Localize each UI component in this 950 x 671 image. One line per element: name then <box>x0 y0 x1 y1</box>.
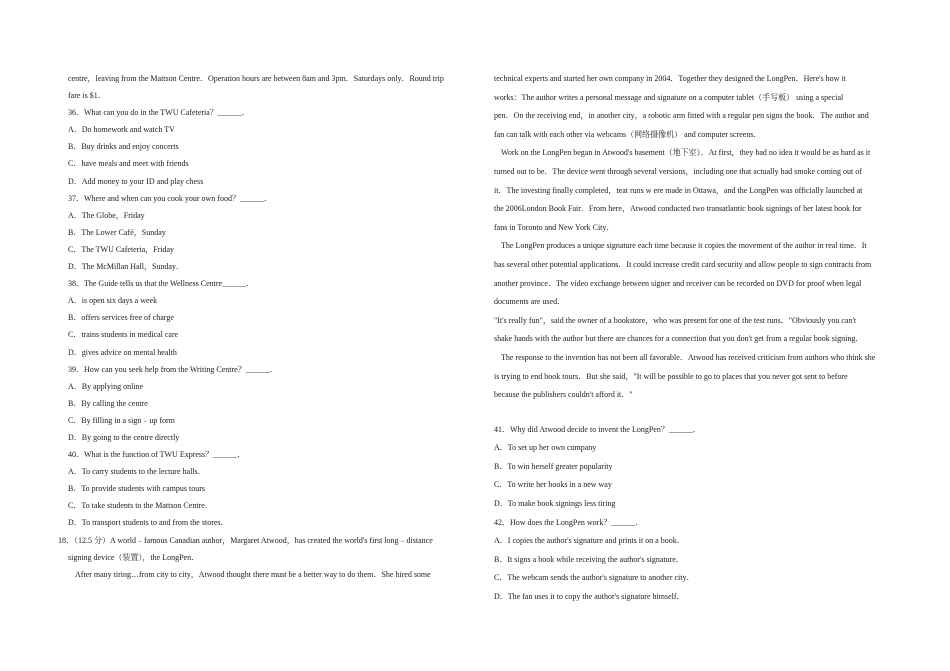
passage-line: fans in Toronto and New York City． <box>494 222 615 232</box>
option-39-b: B．By calling the centre <box>68 398 148 408</box>
option-39-d: D．By going to the centre directly <box>68 432 180 442</box>
passage-line: signing device（装置），the LongPen． <box>68 552 200 562</box>
passage-line: has several other potential applications．It could increase credit card security and allow people to sign contracts from <box>494 259 872 269</box>
passage-line: fan can talk with each other via webcams（网络摄像机） and computer screens． <box>494 129 762 139</box>
passage-line: centre，leaving from the Mattson Centre．Operation hours are between 8am and 3pm．Saturdays only．Round trip <box>68 74 444 83</box>
option-36-a: A．Do homework and watch TV <box>68 125 175 135</box>
passage-line: pen．On the receiving end，in another city，a robotic arm fitted with a regular pen signs the book．The author and <box>494 111 869 121</box>
option-36-c: C．have meals and meet with friends <box>68 159 189 169</box>
option-40-d: D．To transport students to and from the stores． <box>68 518 229 528</box>
question-38: 38．The Guide tells us that the Wellness Centre______． <box>68 279 255 289</box>
option-37-d: D．The McMillan Hall，Sunday． <box>68 262 184 272</box>
option-39-c: C．By filling in a sign﹣up form <box>68 415 175 425</box>
question-39: 39．How can you seek help from the Writing Centre？______． <box>68 364 278 374</box>
passage-line: The response to the invention has not been all favorable．Atwood has received criticism from authors who think she <box>501 352 876 362</box>
passage-line: is trying to end book tours．But she said，"It will be possible to go to places that you never got sent to before <box>494 371 848 381</box>
passage-line: another province．The video exchange between signer and receiver can be recorded on DVD for proof when legal <box>494 278 862 288</box>
passage-line: Work on the LongPen began in Atwood's basement（地下室）．At first，they had no idea it would be as hard as it <box>501 148 871 158</box>
question-41: 41．Why did Atwood decide to invent the LongPen？______． <box>494 424 701 434</box>
option-37-c: C．The TWU Cafeteria，Friday <box>68 244 175 254</box>
option-38-d: D．gives advice on mental health <box>68 347 177 357</box>
option-42-d: D．The fan uses it to copy the author's signature himself． <box>494 592 685 602</box>
option-42-c: C．The webcam sends the author's signature to another city． <box>494 573 695 583</box>
passage-line: works：The author writes a personal message and signature on a computer tablet（手写板） using a special <box>494 92 844 102</box>
option-40-c: C．To take students to the Mattson Centre． <box>68 501 213 511</box>
passage-line: technical experts and started her own company in 2004．Together they designed the LongPen．Here's how it <box>494 74 846 83</box>
option-42-a: A．I copies the author's signature and prints it on a book． <box>494 536 685 546</box>
option-38-b: B．offers services free of charge <box>68 313 174 323</box>
passage-line: turned out to be．The device went through several versions，including one that actually had smoke coming out of <box>494 166 862 176</box>
option-37-a: A．The Globe，Friday <box>68 210 145 220</box>
passage-line: documents are used． <box>494 297 566 307</box>
passage-line: it．The investing finally completed，teat runs w ere made in Ottawa，and the LongPen was officially launched at <box>494 185 863 195</box>
option-41-c: C．To write her books in a new way <box>494 480 612 490</box>
passage-line: fare is $1． <box>68 91 106 101</box>
question-42: 42．How does the LongPen work？______． <box>494 517 644 527</box>
section-18-heading: 18．（12.5 分）A world﹣famous Canadian author，Margaret Atwood，has created the world's first long﹣distance <box>58 535 433 545</box>
option-39-a: A．By applying online <box>68 381 144 391</box>
passage-line: because the publishers couldn't afford it．" <box>494 390 633 400</box>
right-column <box>494 70 892 607</box>
option-36-d: D．Add money to your ID and play chess <box>68 176 204 186</box>
option-41-a: A．To set up her own company <box>494 443 597 453</box>
spacer <box>494 405 892 421</box>
passage-line: shake hands with the author but there are chances for a connection that you don't get from a regular book signing． <box>494 334 864 344</box>
option-40-a: A．To carry students to the lecture halls． <box>68 467 206 477</box>
option-38-c: C．trains students in medical care <box>68 330 179 340</box>
passage-line: The LongPen produces a unique signature each time because it copies the movement of the author in real time．It <box>501 241 867 251</box>
option-37-b: B．The Lower Café，Sunday <box>68 227 166 237</box>
passage-line: the 2006London Book Fair．From here，Atwood conducted two transatlantic book signings of her latest book for <box>494 204 862 214</box>
option-41-d: D．To make book signings less tiring <box>494 499 616 509</box>
option-41-b: B．To win herself greater popularity <box>494 461 613 471</box>
option-38-a: A．is open six days a week <box>68 296 158 306</box>
passage-line: After many tiring…from city to city，Atwood thought there must be a better way to do them．She hired some <box>75 569 431 579</box>
option-42-b: B．It signs a book while receiving the author's signature． <box>494 554 684 564</box>
passage-line: "It's really fun"，said the owner of a bookstore，who was present for one of the test runs．"Obviously you can't <box>494 315 857 325</box>
option-40-b: B．To provide students with campus tours <box>68 484 205 494</box>
question-40: 40．What is the function of TWU Express？______． <box>68 450 246 460</box>
question-37: 37．Where and when can you cook your own food？______． <box>68 193 272 203</box>
question-36: 36．What can you do in the TWU Cafeteria？______． <box>68 108 250 118</box>
option-36-b: B．Buy drinks and enjoy concerts <box>68 142 179 152</box>
left-column <box>58 70 466 583</box>
